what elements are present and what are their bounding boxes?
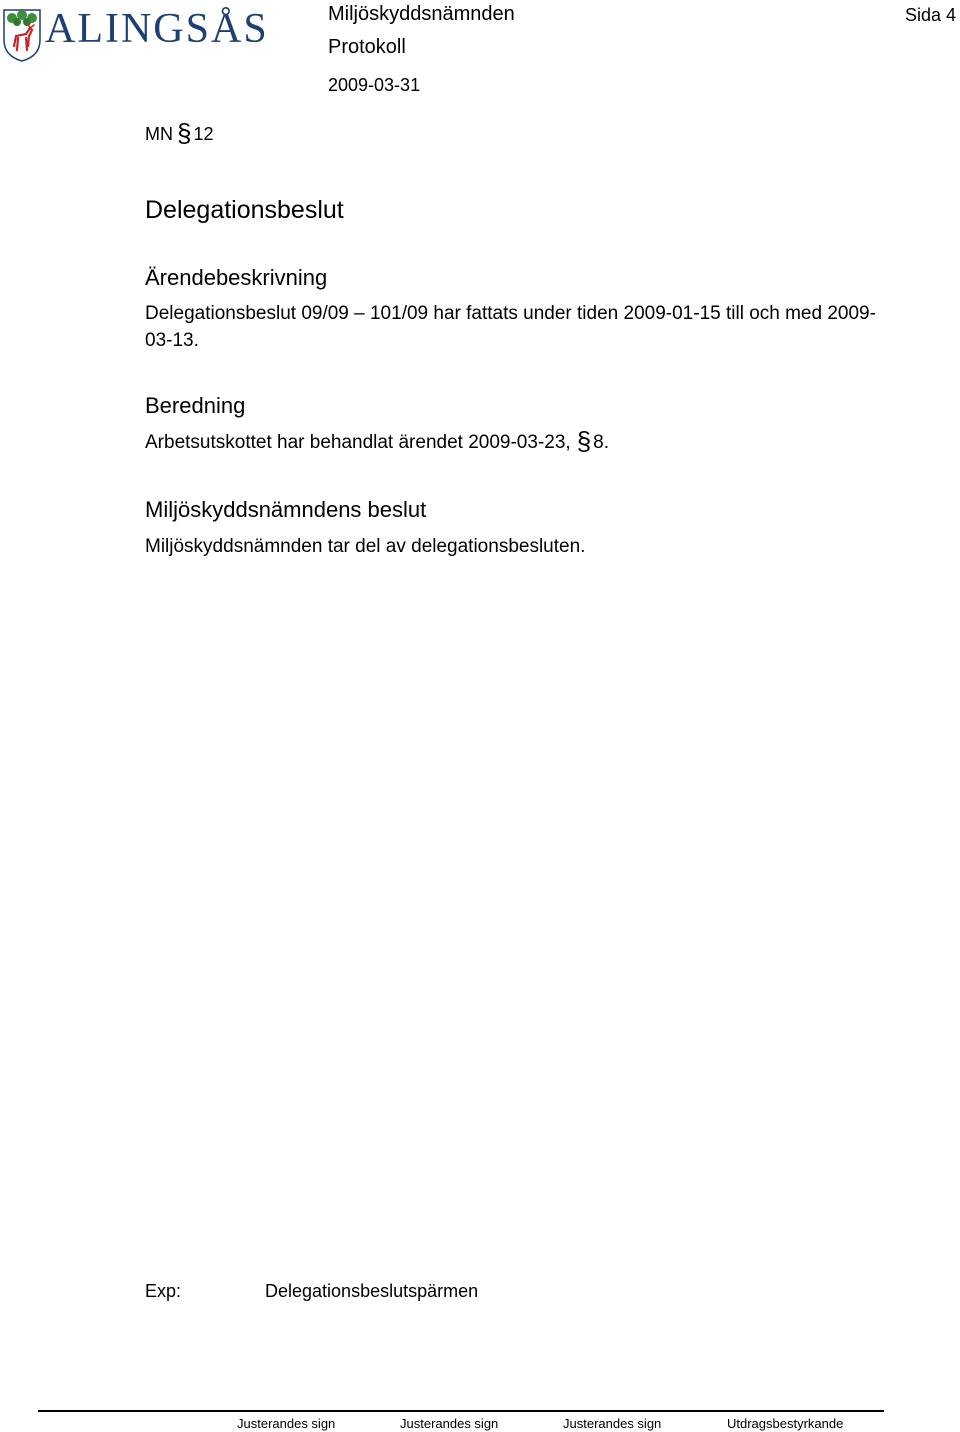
document-date: 2009-03-31 xyxy=(328,75,421,95)
paragraph-decision: Miljöskyddsnämnden tar del av delegationsbesluten. xyxy=(145,536,586,557)
footer-sign-field: Justerandes sign xyxy=(400,1416,499,1431)
exp-label: Exp: xyxy=(145,1281,182,1301)
paragraph-arendebeskrivning: Delegationsbeslut 09/09 – 101/09 har fattats under tiden 2009-01-15 till och med 2009-03-13. xyxy=(145,303,876,351)
section-symbol: § xyxy=(177,118,192,148)
heading-decision: Miljöskyddsnämndens beslut xyxy=(145,497,427,522)
page-number: Sida 4 xyxy=(905,5,957,25)
alingsas-logo xyxy=(0,6,269,64)
document-type: Protokoll xyxy=(328,36,406,58)
footer-sign-field: Justerandes sign xyxy=(237,1416,336,1431)
coat-of-arms-icon xyxy=(0,6,44,62)
heading-beredning: Beredning xyxy=(145,393,246,418)
committee-name: Miljöskyddsnämnden xyxy=(328,3,515,25)
footer-certification-field: Utdragsbestyrkande xyxy=(727,1416,844,1431)
page-title: Delegationsbeslut xyxy=(145,196,344,224)
paragraph-beredning xyxy=(145,428,890,456)
footer-divider xyxy=(38,1410,884,1412)
footer-sign-field: Justerandes sign xyxy=(563,1416,662,1431)
section-number: 12 xyxy=(193,124,214,144)
logo-wordmark: ALINGSÅS xyxy=(45,6,269,52)
beredning-text: Arbetsutskottet har behandlat ärendet 2009-03-23, xyxy=(145,432,571,453)
section-reference xyxy=(145,118,214,149)
section-prefix: MN xyxy=(145,124,173,144)
section-symbol: § xyxy=(576,426,592,456)
beredning-paragraph-number: 8. xyxy=(593,432,610,453)
exp-recipient: Delegationsbeslutspärmen xyxy=(265,1281,479,1301)
heading-arendebeskrivning: Ärendebeskrivning xyxy=(145,265,328,290)
